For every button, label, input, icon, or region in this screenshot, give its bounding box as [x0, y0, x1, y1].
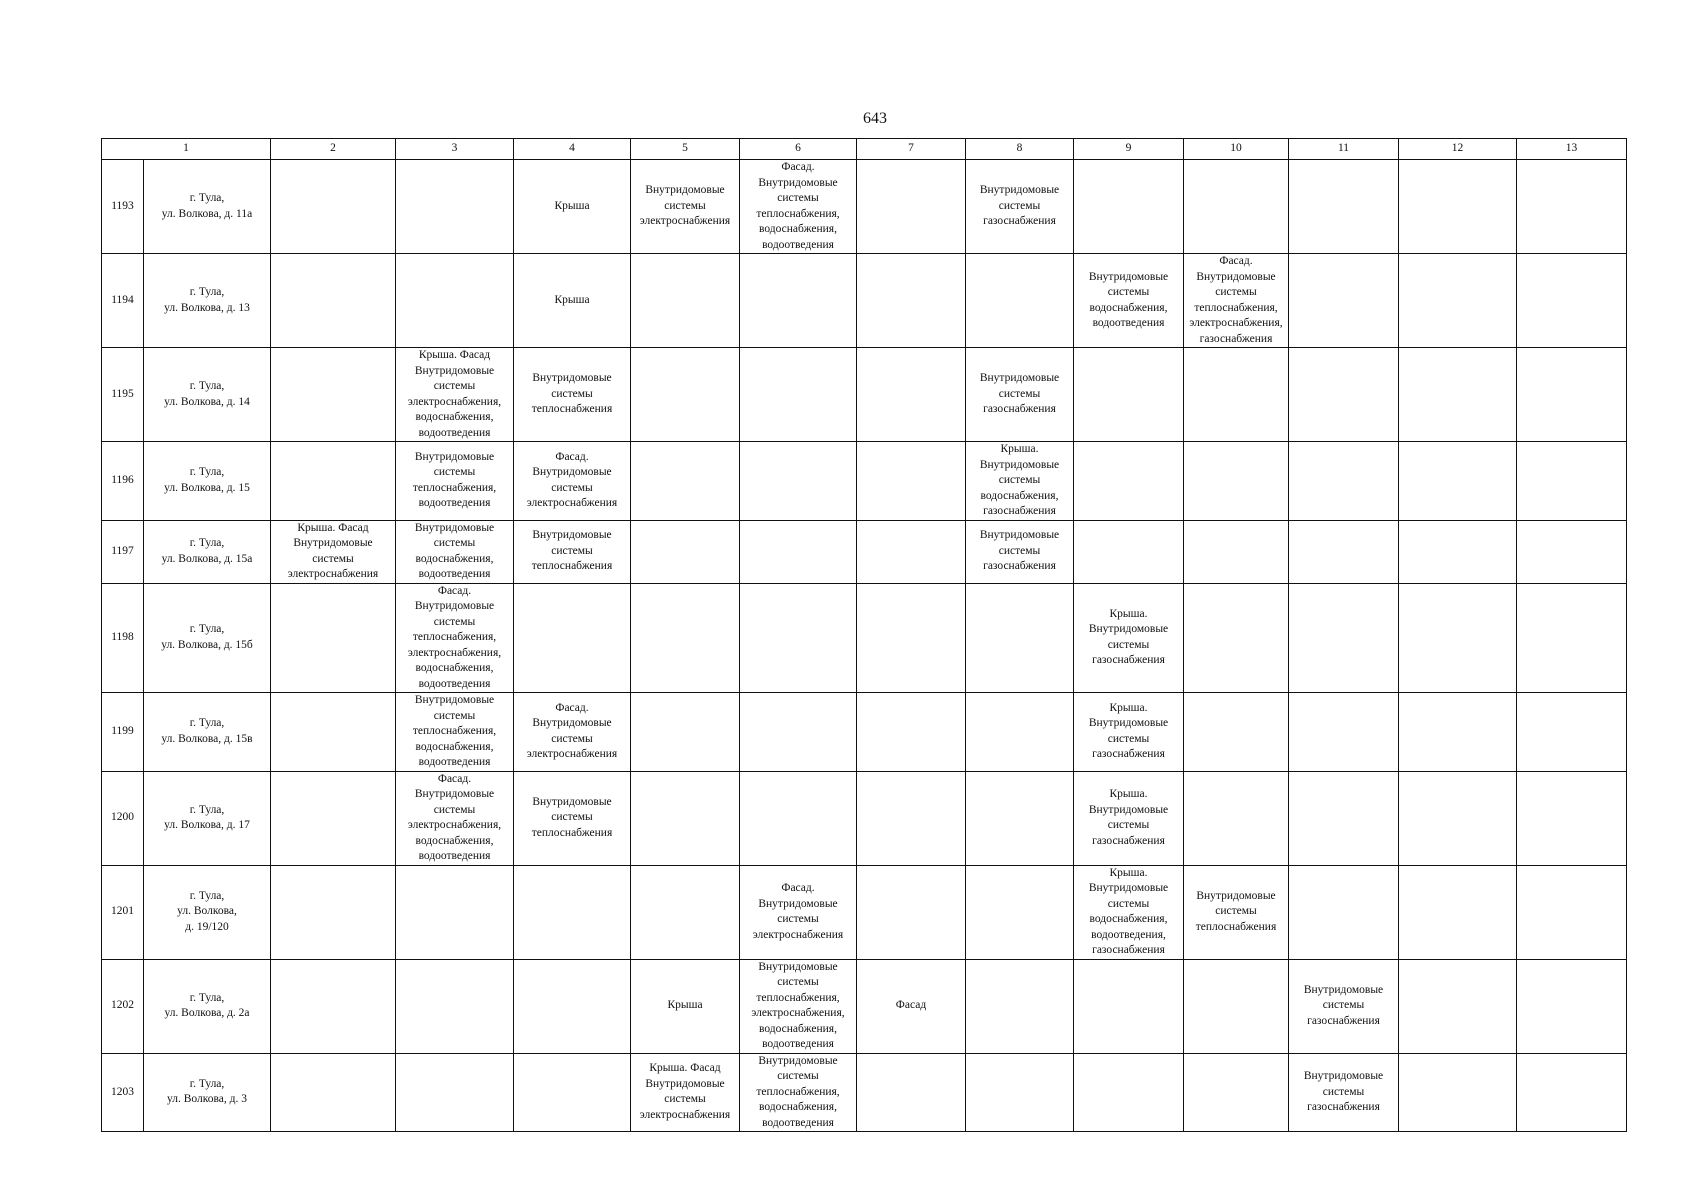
work-cell-col-8: [966, 865, 1074, 959]
work-cell-col-7: [857, 348, 966, 442]
work-cell-col-9: [1074, 520, 1184, 583]
work-cell-col-7: [857, 771, 966, 865]
work-cell-col-10: [1184, 771, 1289, 865]
work-cell-col-6: [740, 693, 857, 772]
work-cell-col-10: [1184, 693, 1289, 772]
work-cell-col-7: [857, 865, 966, 959]
work-cell-col-7: [857, 520, 966, 583]
work-cell-col-2: [271, 693, 396, 772]
row-number: 1199: [102, 693, 144, 772]
work-cell-col-11: [1289, 583, 1399, 693]
work-cell-col-8: [966, 583, 1074, 693]
work-text: Фасад: [895, 999, 927, 1012]
work-cell-col-13: [1517, 1053, 1627, 1132]
work-text: Внутридомовые системы газоснабжения: [979, 372, 1060, 416]
work-cell-col-13: [1517, 160, 1627, 254]
row-number: 1194: [102, 254, 144, 348]
work-text: Крыша. Внутридомовые системы водоснабжения, водоотведения, газоснабжения: [1088, 866, 1169, 956]
work-cell-col-6: [740, 254, 857, 348]
work-cell-col-4: [514, 865, 631, 959]
work-cell-col-6: [740, 160, 857, 254]
work-cell-col-5: [631, 254, 740, 348]
work-cell-col-2: [271, 1053, 396, 1132]
column-header-4: 4: [514, 139, 631, 160]
work-cell-col-8: [966, 348, 1074, 442]
table-row: [102, 693, 1627, 772]
table-row: [102, 442, 1627, 521]
address-cell: [144, 160, 271, 254]
work-cell-col-12: [1399, 254, 1517, 348]
work-cell-col-8: [966, 254, 1074, 348]
work-cell-col-7: [857, 959, 966, 1053]
column-header-9: 9: [1074, 139, 1184, 160]
work-text: Крыша. Внутридомовые системы водоснабжения, газоснабжения: [979, 443, 1060, 517]
address-text: г. Тула, ул. Волкова, д. 17: [164, 803, 250, 831]
work-cell-col-12: [1399, 520, 1517, 583]
work-text: Крыша. Фасад Внутридомовые системы электроснабжения: [287, 521, 379, 580]
address-cell: [144, 442, 271, 521]
column-header-1: 1: [102, 139, 271, 160]
work-cell-col-12: [1399, 442, 1517, 521]
work-cell-col-3: [396, 520, 514, 583]
work-cell-col-7: [857, 160, 966, 254]
work-cell-col-11: [1289, 160, 1399, 254]
table-row: [102, 865, 1627, 959]
table-body: [102, 160, 1627, 1132]
address-cell: [144, 348, 271, 442]
work-cell-col-8: [966, 160, 1074, 254]
work-cell-col-11: [1289, 959, 1399, 1053]
work-cell-col-8: [966, 959, 1074, 1053]
work-text: Фасад. Внутридомовые системы электроснабжения: [526, 450, 618, 510]
work-cell-col-4: [514, 160, 631, 254]
work-cell-col-2: [271, 442, 396, 521]
work-cell-col-10: [1184, 442, 1289, 521]
column-header-2: 2: [271, 139, 396, 160]
address-text: г. Тула, ул. Волкова, д. 15б: [161, 623, 253, 651]
table-row: [102, 520, 1627, 583]
address-text: г. Тула, ул. Волкова, д. 13: [164, 286, 250, 314]
work-cell-col-11: [1289, 520, 1399, 583]
work-text: Внутридомовые системы теплоснабжения, водоотведения: [412, 450, 497, 510]
work-text: Крыша. Внутридомовые системы газоснабжения: [1088, 607, 1169, 667]
address-text: г. Тула, ул. Волкова, д. 14: [164, 380, 250, 408]
work-cell-col-4: [514, 442, 631, 521]
work-cell-col-7: [857, 442, 966, 521]
work-cell-col-2: [271, 959, 396, 1053]
work-text: Внутридомовые системы газоснабжения: [979, 529, 1060, 573]
work-cell-col-9: [1074, 959, 1184, 1053]
work-cell-col-5: [631, 442, 740, 521]
table-row: [102, 254, 1627, 348]
work-text: Фасад. Внутридомовые системы электроснабжения: [752, 882, 844, 941]
column-number-row: [102, 139, 1627, 160]
work-cell-col-8: [966, 693, 1074, 772]
work-cell-col-7: [857, 1053, 966, 1132]
address-cell: [144, 583, 271, 693]
work-cell-col-2: [271, 254, 396, 348]
work-cell-col-12: [1399, 959, 1517, 1053]
work-cell-col-6: [740, 865, 857, 959]
work-text: Крыша: [554, 199, 590, 212]
work-cell-col-10: [1184, 1053, 1289, 1132]
work-cell-col-5: [631, 348, 740, 442]
work-cell-col-12: [1399, 771, 1517, 865]
row-number: 1197: [102, 520, 144, 583]
address-cell: [144, 520, 271, 583]
address-cell: [144, 865, 271, 959]
work-cell-col-13: [1517, 348, 1627, 442]
work-cell-col-3: [396, 442, 514, 521]
work-text: Внутридомовые системы электроснабжения: [639, 184, 731, 228]
work-text: Фасад. Внутридомовые системы теплоснабжения, электроснабжения, газоснабжения: [1189, 255, 1283, 345]
work-cell-col-6: [740, 520, 857, 583]
table-row: [102, 348, 1627, 442]
work-cell-col-11: [1289, 865, 1399, 959]
address-text: г. Тула, ул. Волкова, д. 15: [164, 466, 250, 494]
address-cell: [144, 1053, 271, 1132]
address-text: г. Тула, ул. Волкова, д. 15а: [161, 537, 253, 565]
work-text: Внутридомовые системы теплоснабжения, водоснабжения, водоотведения: [756, 1054, 840, 1129]
table-row: [102, 583, 1627, 693]
work-cell-col-10: [1184, 583, 1289, 693]
table-row: [102, 771, 1627, 865]
work-cell-col-6: [740, 771, 857, 865]
work-cell-col-4: [514, 254, 631, 348]
work-cell-col-2: [271, 348, 396, 442]
work-cell-col-5: [631, 865, 740, 959]
work-cell-col-9: [1074, 771, 1184, 865]
work-text: Внутридомовые системы газоснабжения: [1303, 983, 1384, 1027]
work-cell-col-6: [740, 959, 857, 1053]
address-text: г. Тула, ул. Волкова, д. 2а: [164, 991, 250, 1019]
column-header-11: 11: [1289, 139, 1399, 160]
work-cell-col-4: [514, 348, 631, 442]
work-cell-col-3: [396, 693, 514, 772]
work-cell-col-8: [966, 771, 1074, 865]
table-header: [102, 139, 1627, 160]
work-cell-col-9: [1074, 583, 1184, 693]
column-header-7: 7: [857, 139, 966, 160]
table-row: [102, 160, 1627, 254]
work-text: Крыша: [554, 293, 590, 306]
column-header-12: 12: [1399, 139, 1517, 160]
work-cell-col-13: [1517, 520, 1627, 583]
row-number: 1203: [102, 1053, 144, 1132]
work-text: Внутридомовые системы водоснабжения, водоотведения: [414, 521, 495, 580]
work-cell-col-11: [1289, 442, 1399, 521]
work-cell-col-6: [740, 1053, 857, 1132]
work-cell-col-4: [514, 693, 631, 772]
work-cell-col-11: [1289, 254, 1399, 348]
repair-schedule-table: [101, 138, 1627, 1132]
work-cell-col-10: [1184, 160, 1289, 254]
work-text: Внутридомовые системы теплоснабжения, электроснабжения, водоснабжения, водоотведения: [751, 960, 845, 1050]
work-cell-col-12: [1399, 160, 1517, 254]
work-cell-col-9: [1074, 160, 1184, 254]
work-cell-col-13: [1517, 959, 1627, 1053]
address-cell: [144, 771, 271, 865]
work-cell-col-9: [1074, 693, 1184, 772]
work-cell-col-3: [396, 583, 514, 693]
work-cell-col-7: [857, 693, 966, 772]
work-cell-col-9: [1074, 348, 1184, 442]
work-cell-col-11: [1289, 693, 1399, 772]
work-text: Внутридомовые системы теплоснабжения: [531, 529, 613, 573]
work-cell-col-10: [1184, 520, 1289, 583]
work-text: Крыша. Фасад Внутридомовые системы электроснабжения: [639, 1062, 731, 1121]
work-cell-col-5: [631, 160, 740, 254]
work-text: Фасад. Внутридомовые системы теплоснабжения, водоснабжения, водоотведения: [756, 161, 840, 251]
work-cell-col-9: [1074, 442, 1184, 521]
work-cell-col-6: [740, 442, 857, 521]
work-cell-col-5: [631, 959, 740, 1053]
work-text: Внутридомовые системы газоснабжения: [979, 184, 1060, 228]
work-cell-col-13: [1517, 583, 1627, 693]
work-cell-col-3: [396, 865, 514, 959]
row-number: 1201: [102, 865, 144, 959]
address-cell: [144, 693, 271, 772]
work-cell-col-13: [1517, 865, 1627, 959]
work-cell-col-5: [631, 771, 740, 865]
work-cell-col-2: [271, 160, 396, 254]
column-header-5: 5: [631, 139, 740, 160]
column-header-10: 10: [1184, 139, 1289, 160]
work-cell-col-8: [966, 1053, 1074, 1132]
work-cell-col-9: [1074, 254, 1184, 348]
work-text: Внутридомовые системы теплоснабжения, водоснабжения, водоотведения: [412, 694, 497, 768]
work-text: Внутридомовые системы теплоснабжения: [531, 372, 613, 416]
work-cell-col-3: [396, 348, 514, 442]
work-cell-col-6: [740, 583, 857, 693]
work-cell-col-13: [1517, 442, 1627, 521]
work-text: Крыша. Фасад Внутридомовые системы электроснабжения, водоснабжения, водоотведения: [407, 349, 502, 439]
work-cell-col-3: [396, 771, 514, 865]
work-cell-col-11: [1289, 348, 1399, 442]
work-cell-col-13: [1517, 771, 1627, 865]
address-text: г. Тула, ул. Волкова, д. 11а: [161, 192, 253, 220]
address-cell: [144, 254, 271, 348]
work-cell-col-2: [271, 520, 396, 583]
work-cell-col-9: [1074, 1053, 1184, 1132]
row-number: 1195: [102, 348, 144, 442]
work-cell-col-10: [1184, 348, 1289, 442]
work-text: Фасад. Внутридомовые системы электроснабжения: [526, 701, 618, 761]
work-cell-col-4: [514, 771, 631, 865]
work-cell-col-10: [1184, 254, 1289, 348]
row-number: 1198: [102, 583, 144, 693]
work-text: Фасад. Внутридомовые системы электроснабжения, водоснабжения, водоотведения: [407, 772, 502, 862]
table-row: [102, 1053, 1627, 1132]
work-cell-col-10: [1184, 865, 1289, 959]
work-text: Внутридомовые системы водоснабжения, водоотведения: [1088, 270, 1169, 329]
work-text: Внутридомовые системы теплоснабжения: [1195, 889, 1277, 933]
work-cell-col-2: [271, 771, 396, 865]
page-number: 643: [863, 110, 887, 127]
work-cell-col-2: [271, 865, 396, 959]
work-cell-col-12: [1399, 583, 1517, 693]
work-cell-col-9: [1074, 865, 1184, 959]
work-cell-col-11: [1289, 771, 1399, 865]
work-cell-col-5: [631, 1053, 740, 1132]
row-number: 1196: [102, 442, 144, 521]
work-cell-col-5: [631, 520, 740, 583]
row-number: 1200: [102, 771, 144, 865]
work-cell-col-4: [514, 1053, 631, 1132]
work-cell-col-6: [740, 348, 857, 442]
work-cell-col-4: [514, 959, 631, 1053]
work-cell-col-8: [966, 442, 1074, 521]
column-header-8: 8: [966, 139, 1074, 160]
work-text: Крыша. Внутридомовые системы газоснабжения: [1088, 701, 1169, 761]
work-cell-col-12: [1399, 348, 1517, 442]
work-text: Внутридомовые системы газоснабжения: [1303, 1070, 1384, 1113]
work-cell-col-11: [1289, 1053, 1399, 1132]
work-cell-col-4: [514, 520, 631, 583]
work-cell-col-3: [396, 959, 514, 1053]
work-cell-col-5: [631, 583, 740, 693]
work-text: Внутридомовые системы теплоснабжения: [531, 795, 613, 839]
row-number: 1202: [102, 959, 144, 1053]
table-row: [102, 959, 1627, 1053]
work-cell-col-8: [966, 520, 1074, 583]
work-cell-col-4: [514, 583, 631, 693]
work-text: Фасад. Внутридомовые системы теплоснабжения, электроснабжения, водоснабжения, водоотведения: [407, 584, 502, 690]
work-cell-col-12: [1399, 1053, 1517, 1132]
address-text: г. Тула, ул. Волкова, д. 15в: [161, 717, 253, 745]
column-header-13: 13: [1517, 139, 1627, 160]
work-cell-col-12: [1399, 865, 1517, 959]
work-cell-col-5: [631, 693, 740, 772]
address-cell: [144, 959, 271, 1053]
work-cell-col-3: [396, 254, 514, 348]
work-cell-col-13: [1517, 693, 1627, 772]
work-cell-col-10: [1184, 959, 1289, 1053]
address-text: г. Тула, ул. Волкова, д. 19/120: [177, 889, 237, 933]
work-cell-col-2: [271, 583, 396, 693]
column-header-3: 3: [396, 139, 514, 160]
work-cell-col-3: [396, 160, 514, 254]
work-cell-col-3: [396, 1053, 514, 1132]
work-cell-col-12: [1399, 693, 1517, 772]
work-text: Крыша: [667, 999, 703, 1012]
work-cell-col-13: [1517, 254, 1627, 348]
work-cell-col-7: [857, 254, 966, 348]
row-number: 1193: [102, 160, 144, 254]
work-cell-col-7: [857, 583, 966, 693]
column-header-6: 6: [740, 139, 857, 160]
address-text: г. Тула, ул. Волкова, д. 3: [167, 1077, 247, 1106]
work-text: Крыша. Внутридомовые системы газоснабжения: [1088, 788, 1169, 847]
